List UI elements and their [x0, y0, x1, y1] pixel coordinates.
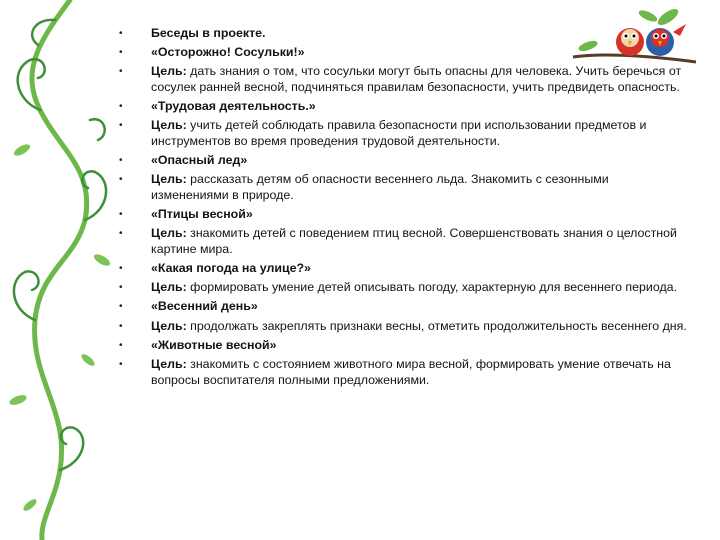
item-text: формировать умение детей описывать погоду, характерную для весеннего периода.: [186, 280, 678, 295]
floral-ornament: [0, 0, 120, 540]
item-title: «Весенний день»: [151, 299, 258, 314]
list-item: [108, 261, 688, 277]
list-item: [108, 226, 688, 257]
list-item: [108, 338, 688, 354]
item-text: дать знания о том, что сосульки могут быть опасны для человека. Учить беречься от сосулек ранней весной, подчиняться правилам безопасности, учить предвидеть опасность.: [151, 64, 682, 94]
item-title: «Какая погода на улице?»: [151, 261, 311, 276]
list-item: [108, 99, 688, 115]
item-title: Цель:: [151, 318, 187, 333]
item-title: «Животные весной»: [151, 337, 277, 352]
item-text: продолжать закреплять признаки весны, отметить продолжительность весеннего дня.: [186, 318, 687, 333]
list-item: [108, 26, 688, 42]
list-item: [108, 45, 688, 61]
list-item: [108, 280, 688, 296]
item-title: Цель:: [151, 64, 187, 79]
list-item: [108, 172, 688, 203]
item-title: «Птицы весной»: [151, 207, 253, 222]
list-item: [108, 319, 688, 335]
item-title: «Трудовая деятельность.»: [151, 99, 316, 114]
list-item: [108, 64, 688, 95]
item-title: «Осторожно! Сосульки!»: [151, 45, 305, 60]
item-title: Цель:: [151, 226, 187, 241]
item-text: знакомить детей с поведением птиц весной. Совершенствовать знания о целостной картине мира.: [151, 226, 677, 256]
item-title: Цель:: [151, 172, 187, 187]
list-item: [108, 207, 688, 223]
item-title: Цель:: [151, 357, 187, 371]
item-title: Цель:: [151, 118, 187, 133]
list-item: [108, 153, 688, 169]
conversation-list: [108, 26, 688, 392]
item-title: Цель:: [151, 280, 187, 295]
item-title: «Опасный лед»: [151, 153, 248, 168]
item-text: знакомить с состоянием животного мира весной, формировать умение отвечать на вопросы воспитателя полными предложениями.: [151, 357, 671, 387]
list-item: [108, 357, 688, 388]
item-text: учить детей соблюдать правила безопасности при использовании предметов и инструментов во время проведения трудовой деятельности.: [151, 118, 647, 148]
list-item: [108, 118, 688, 149]
item-text: рассказать детям об опасности весеннего льда. Знакомить с сезонными изменениями в природе.: [151, 172, 609, 202]
list-item: [108, 299, 688, 315]
item-title: Беседы в проекте.: [151, 26, 266, 40]
